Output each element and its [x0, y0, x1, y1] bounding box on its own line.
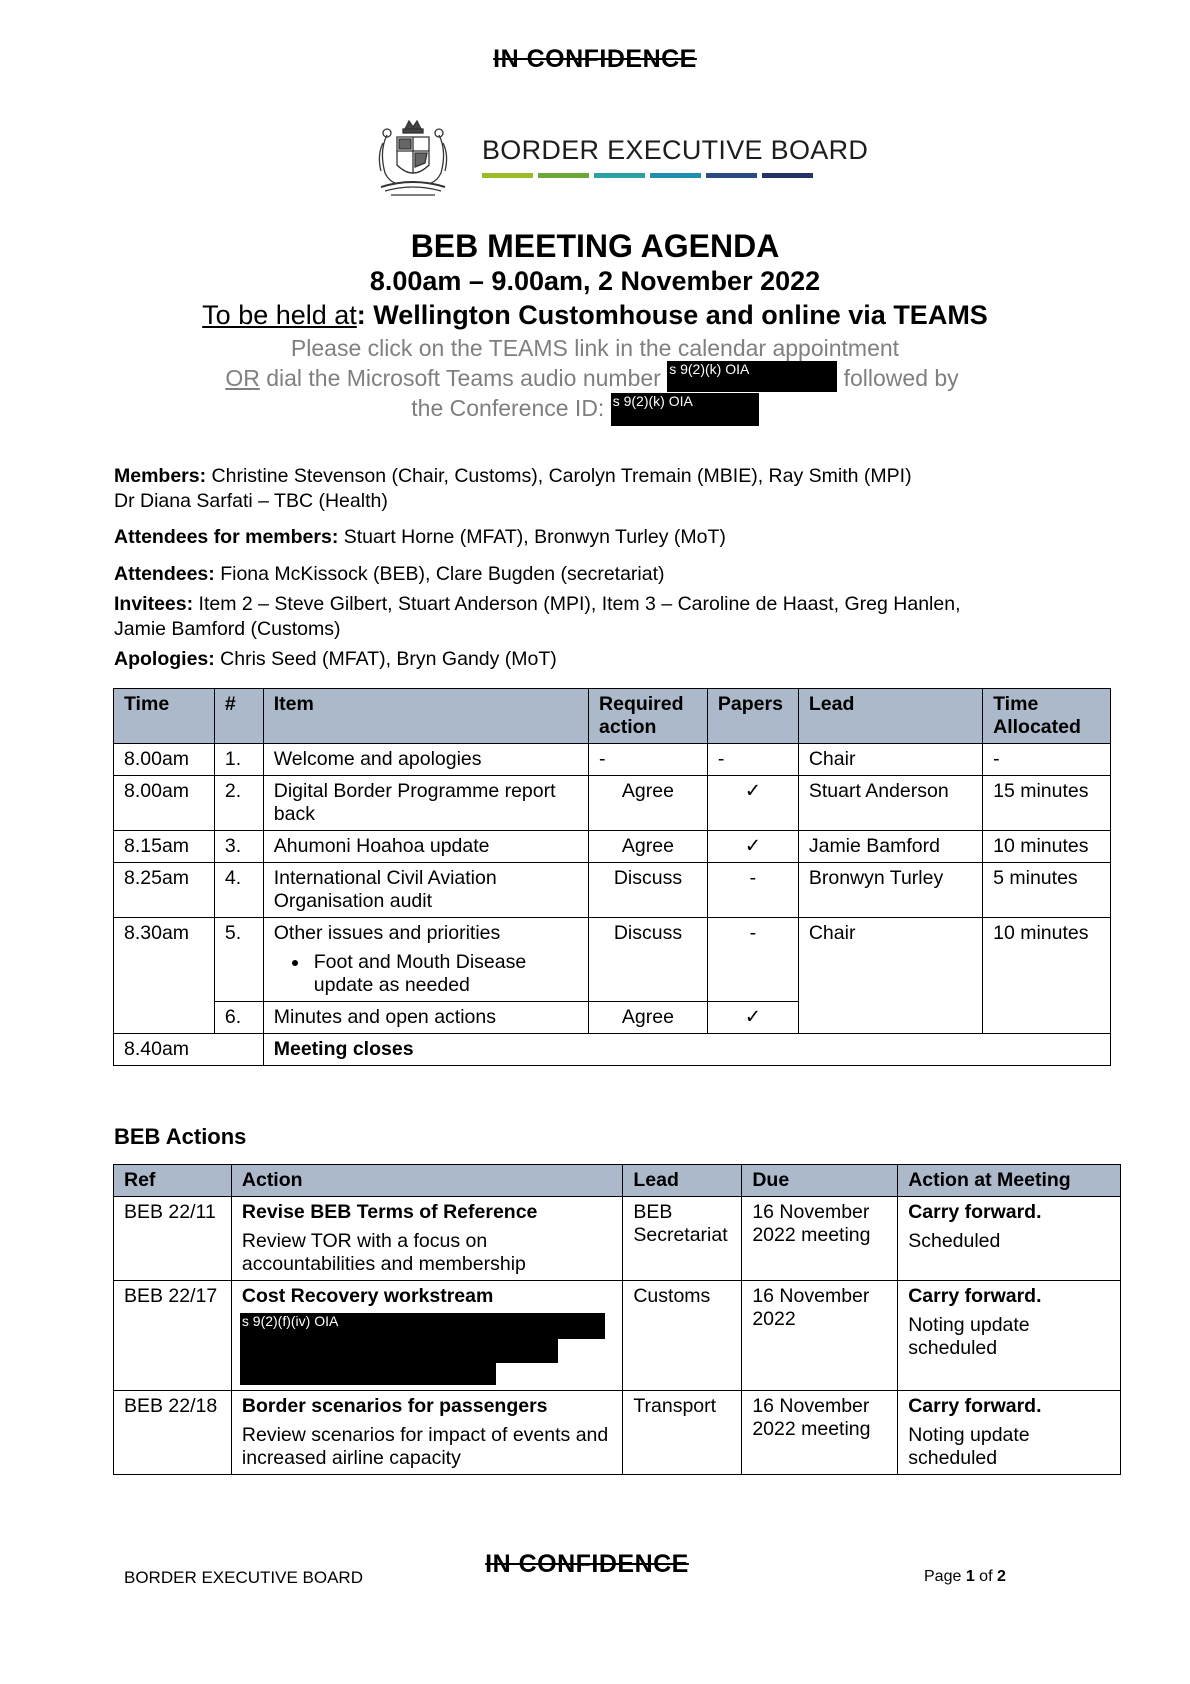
required-action-cell: Agree — [589, 776, 708, 831]
agenda-time-date: 8.00am – 9.00am, 2 November 2022 — [369, 266, 821, 296]
status-cell — [898, 1391, 1121, 1475]
ref-cell: BEB 22/11 — [114, 1197, 232, 1281]
actions-table-header — [114, 1165, 1121, 1197]
lead-cell: Stuart Anderson — [798, 776, 982, 831]
lead-cell: Transport — [623, 1391, 742, 1475]
item-number-cell: 6. — [214, 1002, 263, 1034]
attendees-for-members-label: Attendees for members: — [114, 526, 339, 548]
action-detail: Review scenarios for impact of events and increased airline capacity — [241, 1424, 609, 1469]
teams-or: OR — [225, 365, 260, 391]
members-paragraph — [114, 464, 1014, 514]
redaction-line — [240, 1363, 496, 1385]
members-text-2: Dr Diana Sarfati – TBC (Health) — [114, 490, 388, 512]
teams-instruction-2 — [0, 361, 1187, 392]
agenda-header-cell: Time — [114, 689, 215, 744]
item-cell: Ahumoni Hoahoa update — [263, 831, 588, 863]
action-detail: Review TOR with a focus on accountabilities and membership — [241, 1230, 526, 1275]
time-cell: 8.00am — [114, 776, 215, 831]
attendees-text: Fiona McKissock (BEB), Clare Bugden (secretariat) — [214, 563, 665, 585]
agenda-title: BEB MEETING AGENDA — [410, 228, 780, 264]
action-title: Cost Recovery workstream — [241, 1285, 494, 1307]
papers-check-icon: ✓ — [707, 776, 798, 831]
actions-header-cell: Ref — [114, 1165, 232, 1197]
table-row — [114, 776, 1111, 831]
time-allocated-cell: 10 minutes — [983, 831, 1111, 863]
location-label: To be held at — [202, 300, 357, 330]
lead-cell: BEB Secretariat — [623, 1197, 742, 1281]
attendees-paragraph — [114, 562, 1014, 587]
invitees-text: Item 2 – Steve Gilbert, Stuart Anderson (MPI), Item 3 – Caroline de Haast, Greg Hanlen, — [193, 593, 961, 615]
status-cell — [898, 1197, 1121, 1281]
table-row — [114, 1197, 1121, 1281]
page-prefix: Page — [924, 1568, 966, 1585]
agenda-table — [113, 688, 1111, 1066]
time-allocated-cell: 5 minutes — [983, 863, 1111, 918]
teams-audio-text: dial the Microsoft Teams audio number — [259, 365, 668, 391]
agenda-header-cell: Time Allocated — [983, 689, 1111, 744]
item-cell: Digital Border Programme report back — [263, 776, 588, 831]
table-row — [114, 1281, 1121, 1391]
due-cell: 16 November 2022 meeting — [742, 1197, 898, 1281]
action-title: Revise BEB Terms of Reference — [241, 1201, 538, 1223]
page-total: 2 — [996, 1568, 1006, 1585]
page-current: 1 — [965, 1568, 975, 1585]
status-title: Carry forward. — [908, 1285, 1042, 1307]
lead-cell: Jamie Bamford — [798, 831, 982, 863]
time-cell: 8.00am — [114, 744, 215, 776]
time-cell: 8.30am — [114, 918, 215, 1034]
ref-cell: BEB 22/18 — [114, 1391, 232, 1475]
ref-cell: BEB 22/17 — [114, 1281, 232, 1391]
time-allocated-cell: 10 minutes — [983, 918, 1111, 1034]
board-name-logo-text: BORDER EXECUTIVE BOARD — [482, 135, 869, 165]
teams-instruction-1: Please click on the TEAMS link in the calendar appointment — [290, 335, 900, 361]
agenda-header-cell: # — [214, 689, 263, 744]
status-cell — [898, 1281, 1121, 1391]
table-row — [114, 1391, 1121, 1475]
agenda-header-cell: Item — [263, 689, 588, 744]
item-number-cell: 2. — [214, 776, 263, 831]
apologies-label: Apologies: — [114, 648, 215, 670]
time-cell: 8.25am — [114, 863, 215, 918]
papers-check-icon: ✓ — [707, 1002, 798, 1034]
table-row — [114, 918, 1111, 1002]
status-title: Carry forward. — [908, 1395, 1042, 1417]
teams-conference-id-label: the Conference ID: — [411, 395, 611, 421]
status-note: Noting update scheduled — [908, 1314, 1030, 1359]
attendees-for-members-text: Stuart Horne (MFAT), Bronwyn Turley (MoT) — [338, 526, 726, 548]
action-cell — [231, 1391, 622, 1475]
apologies-paragraph — [114, 647, 1014, 672]
item-bullet: • Foot and Mouth Disease update as needed — [310, 951, 578, 997]
location-value: : Wellington Customhouse and online via TEAMS — [356, 300, 988, 330]
papers-cell: - — [707, 863, 798, 918]
item-cell: Minutes and open actions — [263, 1002, 588, 1034]
lead-cell: Chair — [798, 918, 982, 1034]
papers-cell: - — [707, 744, 798, 776]
time-cell: 8.15am — [114, 831, 215, 863]
accent-bar-5 — [706, 173, 757, 178]
page-of: of — [974, 1568, 997, 1585]
page-number — [924, 1568, 1006, 1586]
accent-bar-3 — [594, 173, 645, 178]
status-title: Carry forward. — [908, 1201, 1042, 1223]
required-action-cell: Discuss — [589, 918, 708, 1002]
item-text: Other issues and priorities — [273, 922, 501, 944]
due-cell: 16 November 2022 meeting — [742, 1391, 898, 1475]
lead-cell: Customs — [623, 1281, 742, 1391]
invitees-text-2: Jamie Bamford (Customs) — [114, 618, 341, 640]
redaction-code: s 9(2)(f)(iv) OIA — [240, 1313, 605, 1339]
agenda-header-cell: Lead — [798, 689, 982, 744]
required-action-cell: Agree — [589, 1002, 708, 1034]
accent-bar-4 — [650, 173, 701, 178]
members-label: Members: — [114, 465, 207, 487]
redaction-audio-number: s 9(2)(k) OIA — [667, 361, 837, 392]
papers-check-icon: ✓ — [707, 831, 798, 863]
attendees-label: Attendees: — [114, 563, 215, 585]
redaction-block — [240, 1313, 605, 1385]
time-allocated-cell: 15 minutes — [983, 776, 1111, 831]
invitees-label: Invitees: — [114, 593, 194, 615]
footer-board-name: BORDER EXECUTIVE BOARD — [124, 1568, 363, 1587]
action-cell — [231, 1197, 622, 1281]
due-cell: 16 November 2022 — [742, 1281, 898, 1391]
status-note: Scheduled — [908, 1230, 1001, 1252]
redaction-line — [240, 1339, 558, 1363]
item-cell: International Civil Aviation Organisation audit — [263, 863, 588, 918]
accent-bar-6 — [762, 173, 813, 178]
table-row — [114, 744, 1111, 776]
actions-header-cell: Due — [742, 1165, 898, 1197]
actions-heading: BEB Actions — [114, 1124, 247, 1149]
redaction-conference-id: s 9(2)(k) OIA — [611, 393, 759, 426]
actions-header-cell: Lead — [623, 1165, 742, 1197]
accent-bar-1 — [482, 173, 533, 178]
classification-top: IN CONFIDENCE — [493, 45, 697, 73]
classification-bottom: IN CONFIDENCE — [485, 1550, 689, 1578]
item-number-cell: 1. — [214, 744, 263, 776]
lead-cell: Chair — [798, 744, 982, 776]
apologies-text: Chris Seed (MFAT), Bryn Gandy (MoT) — [214, 648, 557, 670]
location-line — [0, 300, 1190, 331]
teams-followed-by: followed by — [837, 365, 959, 391]
papers-cell: - — [707, 918, 798, 1002]
accent-bar-2 — [538, 173, 589, 178]
header-logo-block — [365, 115, 869, 205]
status-note: Noting update scheduled — [908, 1424, 1030, 1469]
item-number-cell: 5. — [214, 918, 263, 1002]
table-row — [114, 863, 1111, 918]
actions-header-cell: Action at Meeting — [898, 1165, 1121, 1197]
agenda-table-header — [114, 689, 1111, 744]
item-number-cell: 4. — [214, 863, 263, 918]
agenda-header-cell: Required action — [589, 689, 708, 744]
attendees-for-members-paragraph — [114, 525, 1014, 550]
time-cell: 8.40am — [114, 1034, 264, 1066]
time-allocated-cell: - — [983, 744, 1111, 776]
required-action-cell: - — [589, 744, 708, 776]
item-bullet-list — [274, 951, 578, 997]
required-action-cell: Discuss — [589, 863, 708, 918]
actions-table — [113, 1164, 1121, 1475]
invitees-paragraph — [114, 592, 1014, 642]
item-cell: Welcome and apologies — [263, 744, 588, 776]
table-row — [114, 1034, 1111, 1066]
teams-instruction-3 — [0, 395, 1180, 426]
action-title: Border scenarios for passengers — [241, 1395, 548, 1417]
members-text: Christine Stevenson (Chair, Customs), Carolyn Tremain (MBIE), Ray Smith (MPI) — [206, 465, 912, 487]
required-action-cell: Agree — [589, 831, 708, 863]
item-cell — [263, 918, 588, 1002]
actions-header-cell: Action — [231, 1165, 622, 1197]
lead-cell: Bronwyn Turley — [798, 863, 982, 918]
coat-of-arms-logo — [365, 115, 460, 202]
table-row — [114, 831, 1111, 863]
agenda-header-cell: Papers — [707, 689, 798, 744]
item-number-cell: 3. — [214, 831, 263, 863]
meeting-closes-cell: Meeting closes — [263, 1034, 1110, 1066]
action-cell — [231, 1281, 622, 1391]
